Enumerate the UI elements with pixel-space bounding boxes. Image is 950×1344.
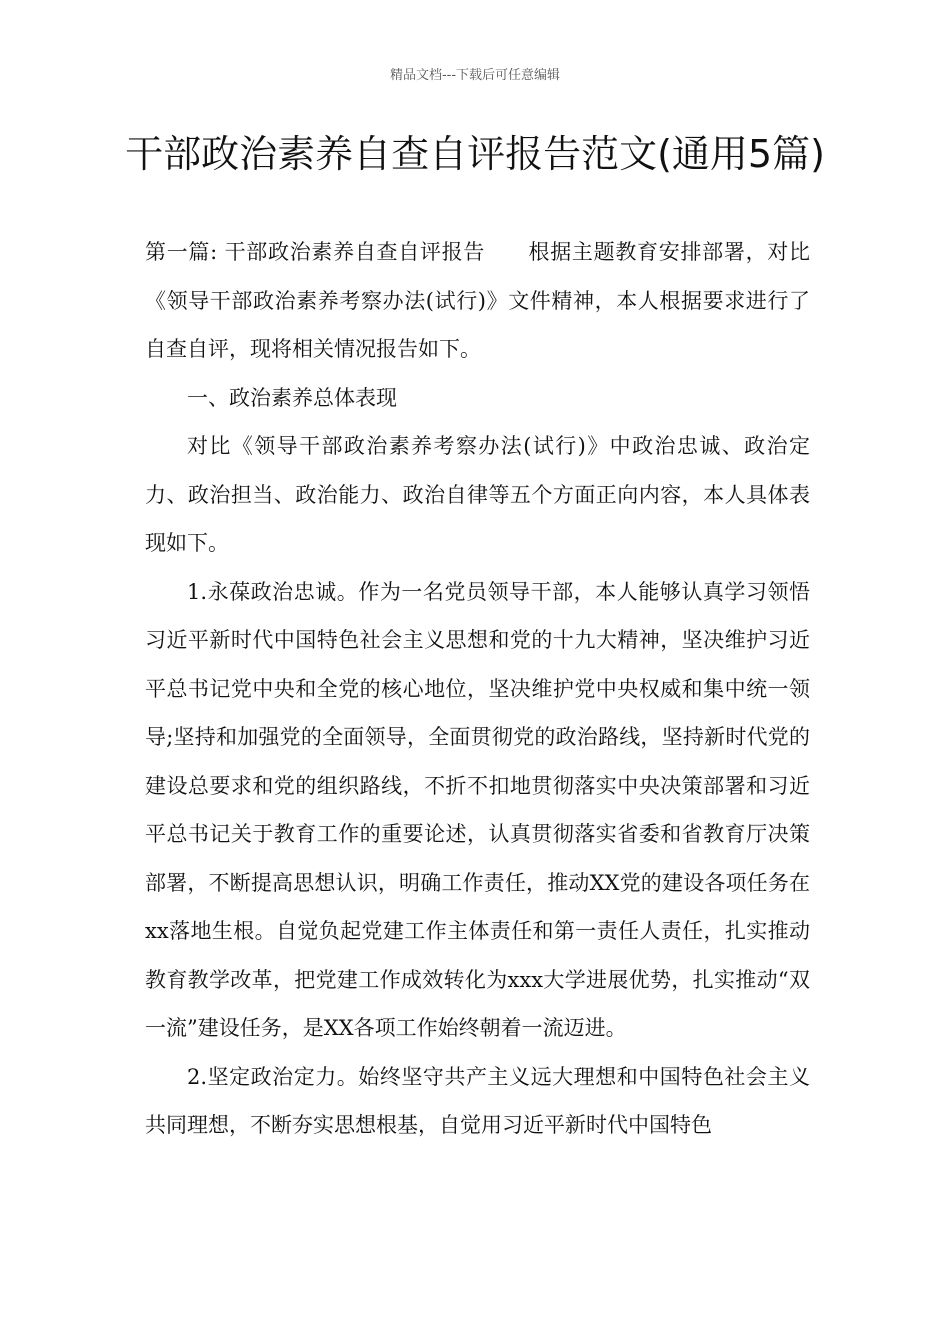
paragraph-intro: 第一篇: 干部政治素养自查自评报告 根据主题教育安排部署，对比《领导干部政治素养考察办法(试行)》文件精神，本人根据要求进行了自查自评，现将相关情况报告如下。 bbox=[145, 240, 810, 361]
section-heading: 一、政治素养总体表现 bbox=[187, 385, 397, 410]
paragraph-resolve: 2.坚定政治定力。始终坚守共产主义远大理想和中国特色社会主义共同理想，不断夯实思想根基，自觉用习近平新时代中国特色 bbox=[145, 1064, 810, 1137]
page-header: 精品文档---下载后可任意编辑 bbox=[389, 68, 561, 83]
paragraph-loyalty: 1.永葆政治忠诚。作为一名党员领导干部，本人能够认真学习领悟习近平新时代中国特色社会主义思想和党的十九大精神，坚决维护习近平总书记党中央和全党的核心地位，坚决维护党中央权威和集中统一领导;坚持和加强党的全面领导，全面贯彻党的政治路线，坚持新时代党的建设总要求和党的组织路线，不折不扣地贯彻落实中央决策部署和习近平总书记关于教育工作的重要论述，认真贯彻落实省委和省教育厅决策部署，不断提高思想认识，明确工作责任，推动XX党的建设各项任务在xx落地生根。自觉负起党建工作主体责任和第一责任人责任，扎实推动教育教学改革，把党建工作成效转化为xxx大学进展优势，扎实推动“双一流”建设任务，是XX各项工作始终朝着一流迈进。 bbox=[145, 579, 810, 1040]
document-body bbox=[145, 228, 810, 1150]
paragraph: 对比《领导干部政治素养考察办法(试行)》中政治忠诚、政治定力、政治担当、政治能力、政治自律等五个方面正向内容，本人具体表现如下。 bbox=[145, 434, 810, 555]
document-title: 干部政治素养自查自评报告范文(通用5篇) bbox=[125, 132, 825, 176]
